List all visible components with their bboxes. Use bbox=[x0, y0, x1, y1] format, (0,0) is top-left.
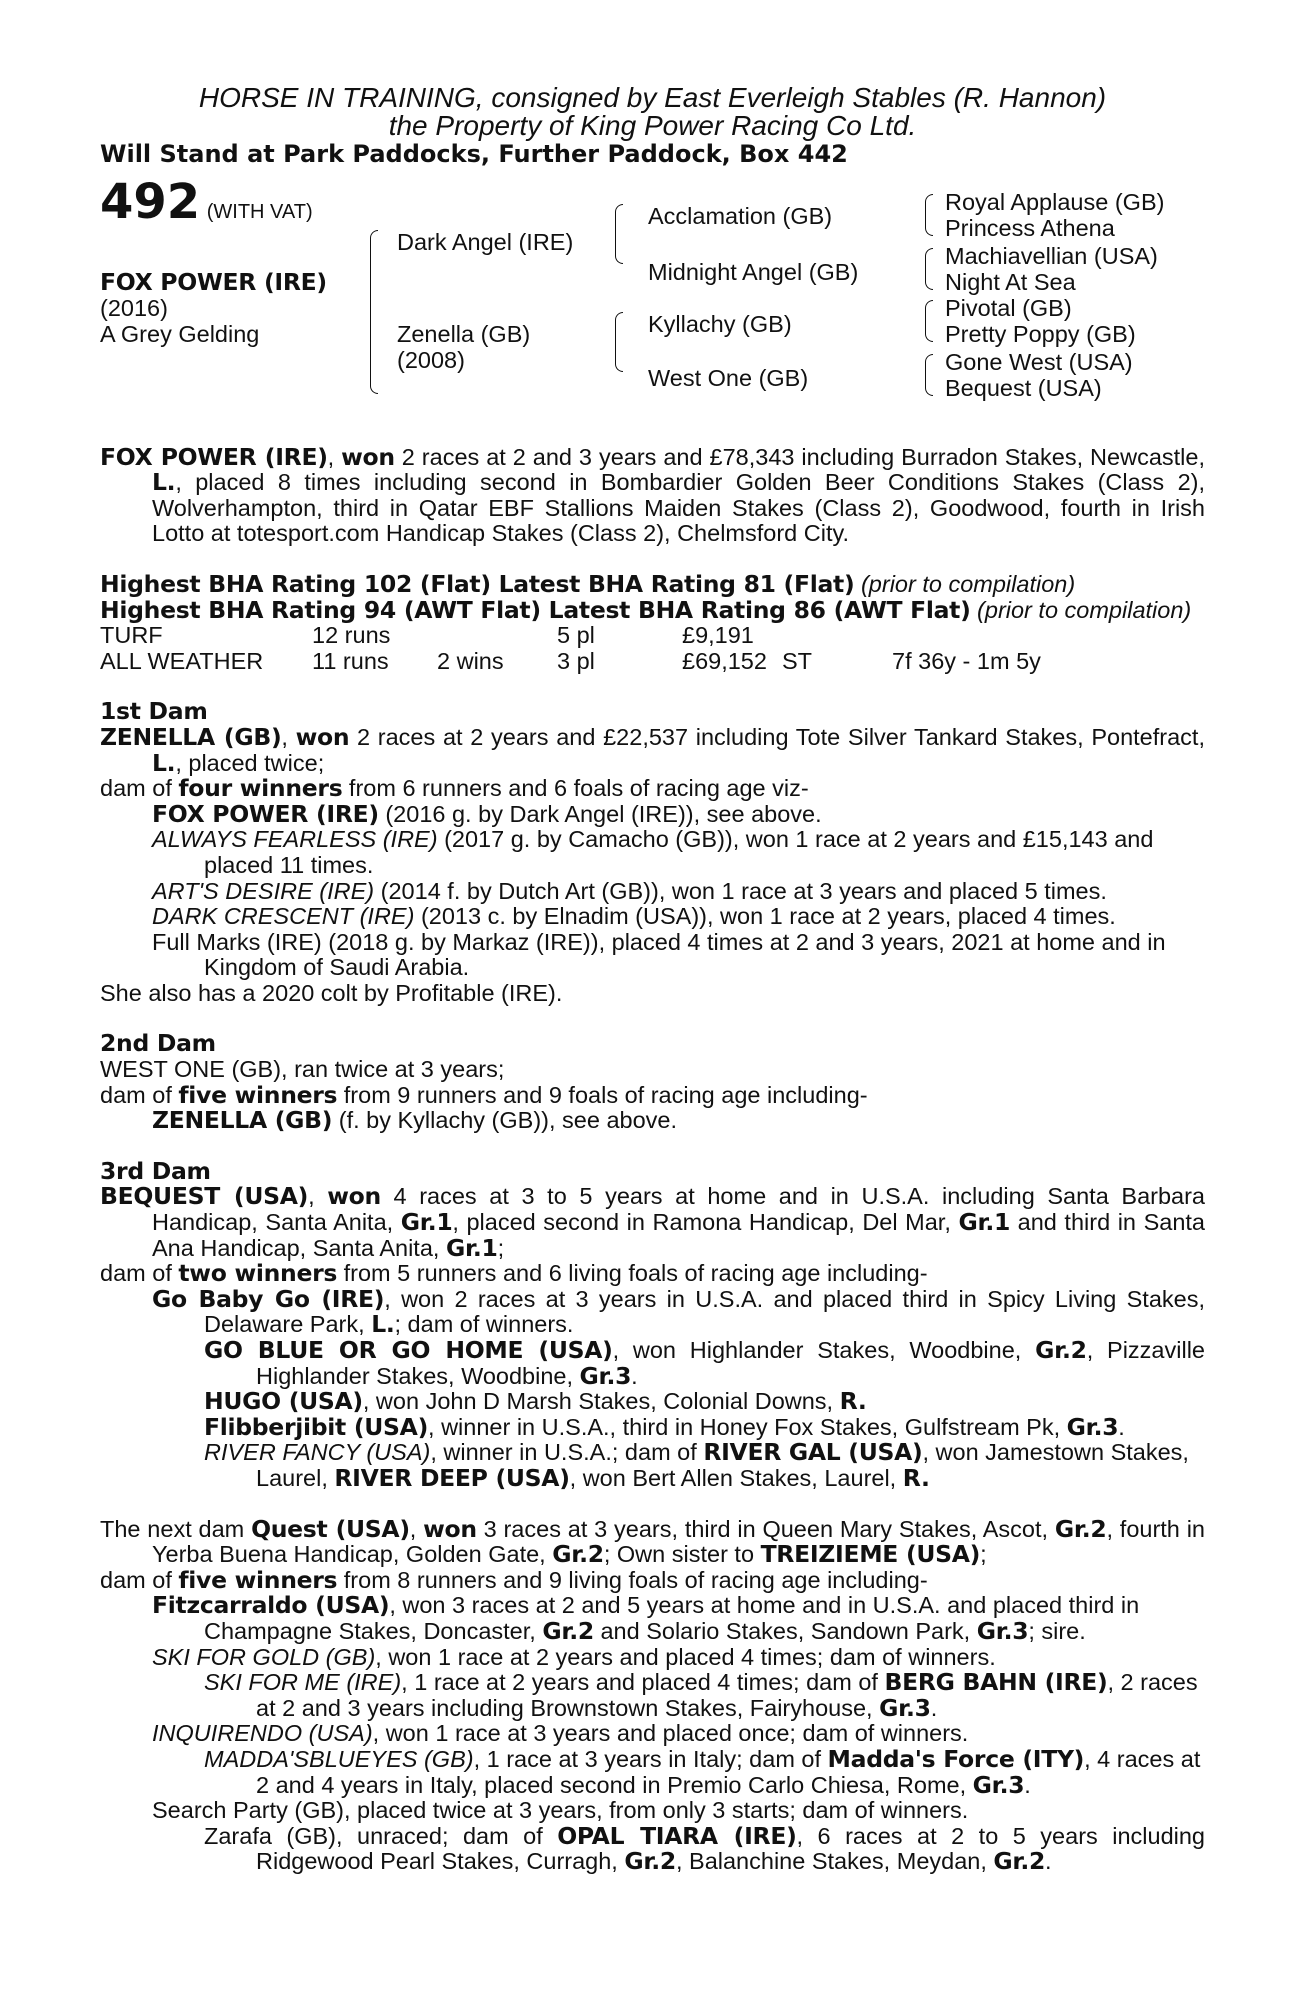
progeny-text: , 1 race at 3 years in Italy; dam of bbox=[473, 1745, 828, 1772]
grade-marker: Gr.3 bbox=[972, 1770, 1025, 1799]
progeny-text: Search Party (GB), placed twice at 3 years, from only 3 starts; dam of winners. bbox=[152, 1797, 969, 1824]
listed-marker: L. bbox=[152, 468, 176, 497]
progeny-entry bbox=[100, 1593, 1205, 1644]
winners-count: five winners bbox=[178, 1565, 338, 1594]
progeny-name: ALWAYS FEARLESS (IRE) bbox=[152, 826, 438, 853]
sister-name: TREIZIEME (USA) bbox=[760, 1540, 981, 1569]
also-note: She also has a 2020 colt by Profitable (IRE). bbox=[100, 979, 563, 1006]
progeny-text: . bbox=[1045, 1848, 1052, 1875]
dam-sire: Kyllachy (GB) bbox=[648, 310, 792, 337]
ped-dss: Pivotal (GB) bbox=[945, 294, 1072, 321]
progeny-name: RIVER FANCY (USA) bbox=[204, 1439, 431, 1466]
rating-awt bbox=[100, 595, 1205, 624]
dam-name: BEQUEST (USA) bbox=[100, 1182, 309, 1211]
progeny-text: . bbox=[631, 1362, 638, 1389]
ped-dds: Gone West (USA) bbox=[945, 348, 1133, 375]
runs-money: £9,191 bbox=[682, 622, 754, 649]
progeny-text: ; dam of winners. bbox=[394, 1311, 574, 1338]
progeny-text: (f. by Kyllachy (GB)), see above. bbox=[332, 1107, 678, 1134]
dam-name: Quest (USA) bbox=[251, 1514, 410, 1543]
grade-marker: Gr.1 bbox=[400, 1208, 453, 1237]
dam-of-prefix: dam of bbox=[100, 775, 179, 802]
dam-text: ; bbox=[497, 1234, 505, 1261]
progeny-entry bbox=[100, 1721, 1205, 1747]
progeny-text: . bbox=[930, 1694, 938, 1721]
progeny-text: , won 1 race at 2 years and placed 4 times; dam of winners. bbox=[375, 1643, 996, 1670]
foaling-year: (2016) bbox=[100, 294, 168, 321]
runs-money: £69,152 bbox=[682, 647, 767, 674]
progeny-text: , winner in U.S.A.; dam of bbox=[430, 1439, 704, 1466]
progeny-name: DARK CRESCENT (IRE) bbox=[152, 903, 415, 930]
progeny-name: Go Baby Go (IRE) bbox=[152, 1284, 385, 1313]
progeny-text: , winner in U.S.A., third in Honey Fox Stakes, Gulfstream Pk, bbox=[428, 1413, 1067, 1440]
progeny-text: , Balanchine Stakes, Meydan, bbox=[675, 1848, 994, 1875]
section-title: 2nd Dam bbox=[100, 1029, 216, 1058]
dam-of-line bbox=[100, 1261, 1205, 1287]
dam-record: BEQUEST (USA), won 4 races at 3 to 5 years at home and in U.S.A. including Santa Barbara Handicap, Santa Anita, Gr.1, placed second in Ramona Handicap, Del Mar, Gr.1 and third in Santa Ana Handicap, Santa Anita, Gr.1; bbox=[100, 1182, 1206, 1262]
rating-awt-text: Highest BHA Rating 94 (AWT Flat) Latest BHA Rating 86 (AWT Flat) bbox=[100, 595, 971, 624]
progeny-text: , won 2 races at 3 years in U.S.A. and placed third in Spicy Living Stakes, Delaware Park, bbox=[204, 1285, 1206, 1338]
progeny-name: FOX POWER (IRE) bbox=[152, 799, 379, 828]
dam-text: 3 races at 3 years, third in Queen Mary Stakes, Ascot, bbox=[476, 1515, 1055, 1542]
dam-text-2: , placed twice; bbox=[175, 749, 325, 776]
progeny-text: , Pizzaville Highlander Stakes, Woodbine, bbox=[256, 1337, 1205, 1389]
dam-text: 2 races at 2 years and £22,537 including Tote Silver Tankard Stakes, Pontefract, bbox=[349, 723, 1205, 750]
dam-text: , placed second in Ramona Handicap, Del Mar, bbox=[452, 1209, 959, 1236]
dam-text: and third in Santa Ana Handicap, Santa Anita, bbox=[152, 1209, 1205, 1261]
progeny-text: Zarafa (GB), unraced; dam of bbox=[204, 1822, 558, 1849]
grade-marker: Gr.2 bbox=[624, 1847, 676, 1876]
progeny-text: , 1 race at 2 years and placed 4 times; dam of bbox=[401, 1669, 885, 1696]
progeny-name: Fitzcarraldo (USA) bbox=[152, 1591, 390, 1620]
dam-of-line bbox=[100, 1565, 1205, 1594]
summary-text-2: , placed 8 times including second in Bombardier Golden Beer Conditions Stakes (Class 2), Wolverhampton, third in Qatar EBF Stallions Maiden Stakes (Class 2), Goodwood, fourth in Irish Lotto at totesport.com Handicap Stakes (Class 2), Chelmsford City. bbox=[152, 469, 1205, 547]
section-title: 1st Dam bbox=[100, 697, 208, 726]
rating-awt-note: (prior to compilation) bbox=[977, 596, 1192, 623]
dam-of-prefix: dam of bbox=[100, 1081, 179, 1108]
progeny-entry bbox=[100, 1338, 1205, 1389]
grade-marker: Gr.3 bbox=[579, 1361, 632, 1390]
progeny-entry bbox=[100, 1412, 1205, 1441]
rating-flat bbox=[100, 569, 1205, 598]
progeny-entry bbox=[100, 1284, 1206, 1339]
progeny-name: RIVER GAL (USA) bbox=[703, 1438, 923, 1467]
progeny-name: HUGO (USA) bbox=[204, 1387, 363, 1416]
summary-horse-name: FOX POWER (IRE) bbox=[100, 442, 328, 471]
ratings-block bbox=[100, 569, 1205, 674]
vat-note: (WITH VAT) bbox=[206, 200, 313, 223]
progeny-text: , won John D Marsh Stakes, Colonial Downs, bbox=[362, 1388, 840, 1415]
progeny-name: SKI FOR GOLD (GB) bbox=[152, 1643, 376, 1670]
summary-won: won bbox=[341, 442, 395, 471]
sire-parents-brace bbox=[615, 204, 623, 264]
g3-brace-4 bbox=[925, 354, 933, 396]
ped-dsd: Pretty Poppy (GB) bbox=[945, 320, 1136, 347]
sire-sire: Acclamation (GB) bbox=[648, 202, 833, 229]
progeny-entry bbox=[100, 1108, 1205, 1134]
dam-of-prefix: dam of bbox=[100, 1566, 179, 1593]
catalogue-page bbox=[100, 84, 1205, 1875]
runs-wins: 2 wins bbox=[437, 647, 504, 674]
progeny-entry bbox=[100, 930, 1205, 981]
lot-number: 492 bbox=[100, 173, 201, 230]
grade-marker: Gr.2 bbox=[993, 1847, 1046, 1876]
ped-ssd: Princess Athena bbox=[945, 214, 1115, 241]
dam-record: ZENELLA (GB), won 2 races at 2 years and £22,537 including Tote Silver Tankard Stakes, Pontefract, L., placed twice; bbox=[100, 722, 1205, 777]
dam-text: 4 races at 3 to 5 years at home and in U.S.A. including Santa Barbara Handicap, Santa Anita, bbox=[152, 1183, 1206, 1236]
dam-of-line bbox=[100, 1080, 1205, 1109]
progeny-text: and Solario Stakes, Sandown Park, bbox=[593, 1617, 977, 1644]
rating-flat-text: Highest BHA Rating 102 (Flat) Latest BHA Rating 81 (Flat) bbox=[100, 569, 855, 598]
progeny-text: (2014 f. by Dutch Art (GB)), won 1 race at 3 years and placed 5 times. bbox=[374, 877, 1107, 904]
progeny-entry bbox=[100, 1798, 1205, 1824]
progeny-name: MADDA'SBLUEYES (GB) bbox=[204, 1745, 474, 1772]
listed-marker: L. bbox=[152, 748, 176, 777]
dam-of-suffix: from 6 runners and 6 foals of racing age viz- bbox=[342, 775, 809, 802]
progeny-name: Flibberjibit (USA) bbox=[204, 1412, 429, 1441]
g3-brace-1 bbox=[925, 194, 933, 236]
dam-of-suffix: from 5 runners and 6 living foals of racing age including- bbox=[337, 1260, 928, 1287]
progeny-name: GO BLUE OR GO HOME (USA) bbox=[204, 1336, 613, 1364]
progeny-entry bbox=[100, 1389, 1205, 1415]
g3-brace-2 bbox=[925, 248, 933, 290]
progeny-text: , won 3 races at 2 and 5 years at home and in U.S.A. and placed third in Champagne Stakes, Doncaster, bbox=[204, 1592, 1140, 1644]
progeny-name: SKI FOR ME (IRE) bbox=[204, 1669, 402, 1696]
runs-count: 12 runs bbox=[312, 622, 391, 649]
dam-year: (2008) bbox=[397, 346, 465, 373]
progeny-name: OPAL TIARA (IRE) bbox=[557, 1821, 797, 1850]
progeny-text: Full Marks (IRE) (2018 g. by Markaz (IRE)), placed 4 times at 2 and 3 years, 2021 at home and in Kingdom of Saudi Arabia. bbox=[152, 928, 1166, 981]
grade-marker: Gr.2 bbox=[1054, 1514, 1107, 1543]
pedigree-table bbox=[100, 173, 1205, 420]
sire: Dark Angel (IRE) bbox=[397, 228, 574, 255]
lot-number-block bbox=[100, 173, 313, 230]
g3-brace-3 bbox=[925, 300, 933, 342]
progeny-name: RIVER DEEP (USA) bbox=[334, 1463, 570, 1492]
dam-text: ; Own sister to bbox=[603, 1541, 761, 1568]
progeny-text: , won 1 race at 3 years and placed once; dam of winners. bbox=[372, 1720, 969, 1747]
dam-text: , fourth in Yerba Buena Handicap, Golden Gate, bbox=[152, 1515, 1205, 1568]
runs-placed: 3 pl bbox=[557, 647, 595, 674]
progeny-text: , won Bert Allen Stakes, Laurel, bbox=[569, 1464, 903, 1491]
progeny-text: (2016 g. by Dark Angel (IRE)), see above. bbox=[378, 800, 822, 827]
progeny-text: (2013 c. by Elnadim (USA)), won 1 race at 2 years, placed 4 times. bbox=[414, 903, 1116, 930]
dam-lead: The next dam bbox=[100, 1515, 252, 1542]
runs-placed: 5 pl bbox=[557, 622, 595, 649]
progeny-text: , won Jamestown Stakes, Laurel, bbox=[256, 1439, 1189, 1491]
grade-marker: Gr.1 bbox=[958, 1208, 1011, 1237]
dam-dam: West One (GB) bbox=[648, 364, 809, 391]
grade-marker: Gr.2 bbox=[542, 1616, 594, 1645]
sire-dam: Midnight Angel (GB) bbox=[648, 258, 859, 285]
horse-name: FOX POWER (IRE) bbox=[100, 267, 327, 296]
horse-description: A Grey Gelding bbox=[100, 320, 260, 347]
ped-ddd: Bequest (USA) bbox=[945, 374, 1102, 401]
progeny-name: INQUIRENDO (USA) bbox=[152, 1720, 373, 1747]
race-summary: FOX POWER (IRE), won 2 races at 2 and 3 years and £78,343 including Burradon Stakes, Newcastle, L., placed 8 times including second in Bombardier Golden Beer Conditions Stakes (Class 2), Wolverhampton, third in Qatar EBF Stallions Maiden Stakes (Class 2), Goodwood, fourth in Irish Lotto at totesport.com Handicap Stakes (Class 2), Chelmsford City. bbox=[100, 442, 1205, 547]
first-dam-section bbox=[100, 699, 1205, 1006]
listed-marker: L. bbox=[371, 1310, 395, 1339]
grade-marker: Gr.2 bbox=[552, 1540, 604, 1569]
runs-row-turf bbox=[100, 623, 1205, 649]
owner-line: the Property of King Power Racing Co Ltd. bbox=[388, 110, 917, 141]
progeny-entry bbox=[100, 1821, 1206, 1876]
progeny-name: Madda's Force (ITY) bbox=[827, 1744, 1085, 1773]
progeny-entry bbox=[100, 1440, 1205, 1491]
third-dam-section bbox=[100, 1156, 1206, 1492]
rating-flat-note: (prior to compilation) bbox=[860, 570, 1076, 597]
progeny-entry bbox=[100, 1744, 1205, 1799]
dam-name: ZENELLA (GB) bbox=[100, 722, 282, 751]
runs-st bbox=[782, 623, 892, 649]
runs-row-all-weather bbox=[100, 649, 1205, 675]
summary-text-1: 2 races at 2 and 3 years and £78,343 including Burradon Stakes, Newcastle, bbox=[394, 443, 1205, 470]
grade-marker: Gr.3 bbox=[1066, 1412, 1119, 1441]
won-word: won bbox=[327, 1182, 381, 1211]
winners-count: two winners bbox=[178, 1259, 338, 1288]
progeny-text: , 2 races at 2 and 3 years including Brownstown Stakes, Fairyhouse, bbox=[256, 1669, 1198, 1721]
restricted-marker: R. bbox=[902, 1463, 930, 1492]
progeny-entry bbox=[100, 827, 1205, 878]
progeny-name: ART'S DESIRE (IRE) bbox=[152, 877, 375, 904]
next-dam-section bbox=[100, 1514, 1206, 1876]
progeny-text: ; sire. bbox=[1028, 1617, 1086, 1644]
ped-sss: Royal Applause (GB) bbox=[945, 188, 1165, 215]
runs-surface: ALL WEATHER bbox=[100, 647, 264, 674]
progeny-text: . bbox=[1118, 1413, 1125, 1440]
dam-of-line bbox=[100, 776, 1205, 802]
ped-sds: Machiavellian (USA) bbox=[945, 242, 1158, 269]
dam-of-prefix: dam of bbox=[100, 1260, 179, 1287]
progeny-name: BERG BAHN (IRE) bbox=[884, 1668, 1108, 1697]
section-title: 3rd Dam bbox=[100, 1156, 211, 1185]
stabling-line: Will Stand at Park Paddocks, Further Paddock, Box 442 bbox=[100, 140, 848, 168]
dam-text: ; bbox=[980, 1541, 987, 1568]
sire-dam-brace bbox=[370, 230, 378, 394]
consignor-line: HORSE IN TRAINING, consigned by East Everleigh Stables (R. Hannon) bbox=[198, 82, 1107, 113]
dam: Zenella (GB) bbox=[397, 320, 531, 347]
progeny-entry bbox=[100, 904, 1205, 930]
dam-parents-brace bbox=[615, 312, 623, 372]
progeny-text: , won Highlander Stakes, Woodbine, bbox=[612, 1337, 1036, 1363]
runs-dist: 7f 36y - 1m 5y bbox=[892, 647, 1041, 674]
winners-count: four winners bbox=[178, 774, 343, 803]
runs-surface: TURF bbox=[100, 622, 163, 649]
runs-count: 11 runs bbox=[312, 647, 389, 674]
dam-of-suffix: from 8 runners and 9 living foals of racing age including- bbox=[337, 1566, 928, 1593]
progeny-text: (2017 g. by Camacho (GB)), won 1 race at 2 years and £15,143 and placed 11 times. bbox=[204, 826, 1154, 878]
won-word: won bbox=[423, 1514, 477, 1543]
runs-dist bbox=[892, 623, 1112, 649]
runs-st: ST bbox=[782, 647, 813, 674]
progeny-text: , 4 races at 2 and 4 years in Italy, placed second in Premio Carlo Chiesa, Rome, bbox=[256, 1745, 1201, 1798]
restricted-marker: R. bbox=[839, 1387, 867, 1416]
progeny-entry bbox=[100, 799, 1205, 828]
progeny-text: , 6 races at 2 to 5 years including Ridgewood Pearl Stakes, Curragh, bbox=[256, 1822, 1206, 1875]
grade-marker: Gr.3 bbox=[976, 1616, 1029, 1645]
progeny-name: ZENELLA (GB) bbox=[152, 1106, 333, 1135]
ped-sdd: Night At Sea bbox=[945, 268, 1076, 295]
progeny-text: . bbox=[1024, 1771, 1031, 1798]
dam-of-suffix: from 9 runners and 9 foals of racing age including- bbox=[337, 1081, 868, 1108]
second-dam-section bbox=[100, 1031, 1205, 1133]
progeny-entry bbox=[100, 879, 1205, 905]
progeny-entry bbox=[100, 1645, 1205, 1671]
grade-marker: Gr.3 bbox=[879, 1693, 931, 1722]
dam-record: WEST ONE (GB), ran twice at 3 years; bbox=[100, 1056, 505, 1083]
grade-marker: Gr.2 bbox=[1035, 1336, 1087, 1364]
runs-wins bbox=[437, 623, 557, 649]
grade-marker: Gr.1 bbox=[445, 1233, 498, 1262]
dam-record: The next dam Quest (USA), won 3 races at 3 years, third in Queen Mary Stakes, Ascot, Gr.2, fourth in Yerba Buena Handicap, Golden Gate, Gr.2; Own sister to TREIZIEME (USA); bbox=[100, 1514, 1205, 1569]
won-word: won bbox=[295, 722, 350, 751]
winners-count: five winners bbox=[178, 1080, 338, 1109]
progeny-entry bbox=[100, 1670, 1205, 1721]
